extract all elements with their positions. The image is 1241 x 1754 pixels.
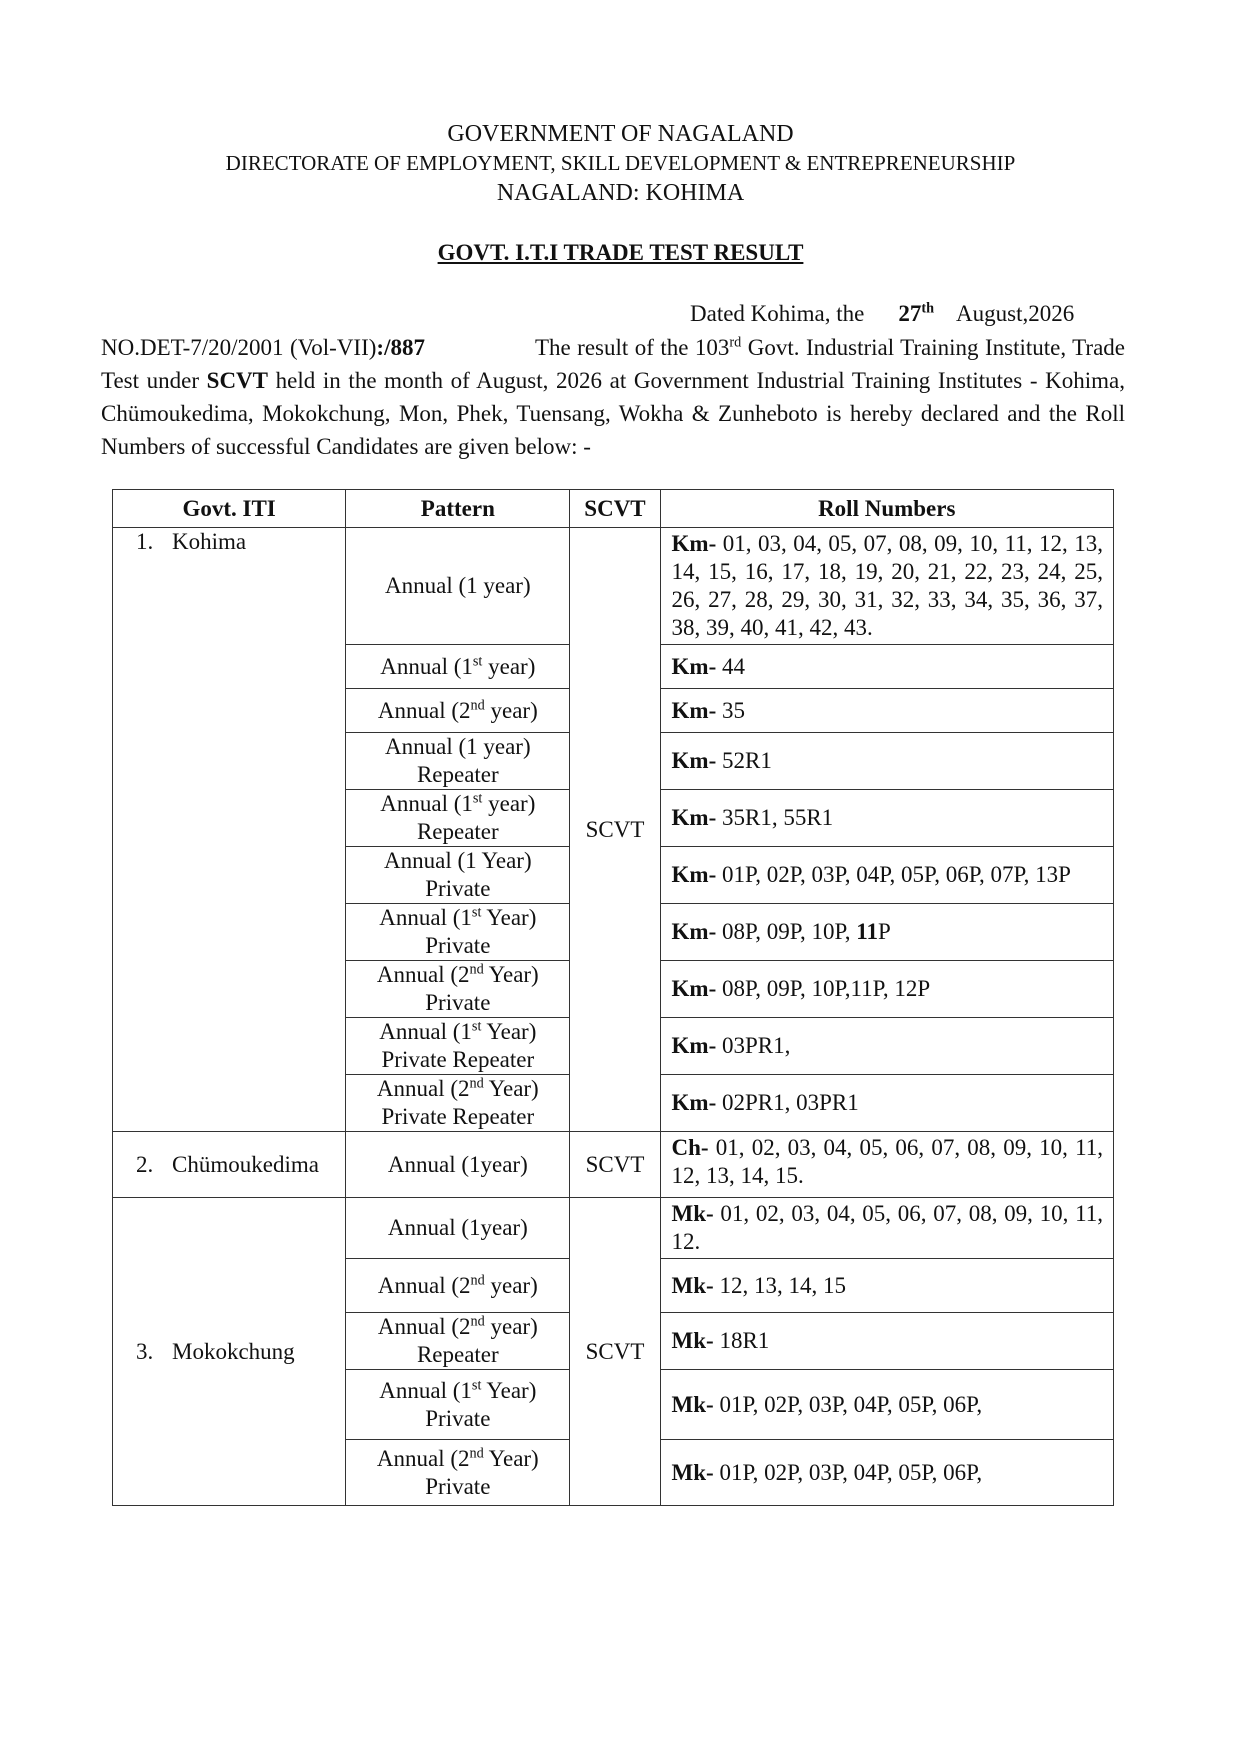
pattern-line-1: Annual (2nd year) xyxy=(377,1271,538,1298)
pattern-line-2: Private xyxy=(425,933,491,958)
pattern-line-2: Private xyxy=(425,990,491,1015)
roll-numbers-cell xyxy=(660,1370,1113,1440)
roll-prefix: Mk- xyxy=(671,1459,714,1485)
roll-numbers-cell xyxy=(660,528,1113,645)
roll-bold: 11 xyxy=(856,919,878,944)
header-govt-iti: Govt. ITI xyxy=(113,490,346,528)
results-body xyxy=(113,528,1114,1506)
iti-name-cell xyxy=(113,1198,346,1506)
pattern-cell xyxy=(346,689,570,733)
pattern-line-1: Annual (1year) xyxy=(387,1151,528,1177)
dated-line xyxy=(690,301,1074,327)
document-title: GOVT. I.T.I TRADE TEST RESULT xyxy=(437,240,804,265)
table-row xyxy=(113,1198,1114,1259)
dated-day: 27th xyxy=(898,300,935,326)
roll-prefix: Km- xyxy=(671,1033,717,1058)
roll-numbers-cell xyxy=(660,961,1113,1018)
pattern-line-2: Private xyxy=(425,1405,491,1431)
pattern-line-2: Private xyxy=(425,876,491,901)
pattern-cell xyxy=(346,733,570,790)
scvt-cell: SCVT xyxy=(570,1132,660,1198)
roll-list: 01P, 02P, 03P, 04P, 05P, 06P, xyxy=(713,1459,983,1485)
pattern-line-1: Annual (1st Year) xyxy=(379,1018,537,1044)
pattern-line-2: Private Repeater xyxy=(381,1104,535,1129)
roll-list: 01, 02, 03, 04, 05, 06, 07, 08, 09, 10, 11, 12, 13, 14, 15. xyxy=(671,1135,1103,1188)
reference-number: NO.DET-7/20/2001 (Vol-VII):/887 xyxy=(101,335,425,360)
pattern-cell xyxy=(346,1313,570,1370)
pattern-line-2: Private xyxy=(425,1473,491,1499)
header-roll-numbers: Roll Numbers xyxy=(660,490,1113,528)
roll-numbers-cell xyxy=(660,1132,1113,1198)
roll-prefix: Km- xyxy=(671,919,717,944)
notice-scvt: SCVT xyxy=(206,368,269,393)
pattern-line-1: Annual (1 year) xyxy=(385,734,531,759)
pattern-line-1: Annual (1st year) xyxy=(380,790,536,816)
notice-paragraph: NO.DET-7/20/2001 (Vol-VII):/887 The result of the 103rd Govt. Industrial Training Institute, Trade Test under SCVT held in the month of August, 2026 at Government Industrial Training Institutes - Kohima, Chümoukedima, Mokokchung, Mon, Phek, Tuensang, Wokha & Zunheboto is hereby declared and the Roll Numbers of successful Candidates are given below: - xyxy=(101,334,1125,459)
roll-prefix: Mk- xyxy=(671,1201,714,1226)
roll-numbers-cell xyxy=(660,1259,1113,1313)
header-pattern: Pattern xyxy=(346,490,570,528)
roll-list: 08P, 09P, 10P,11P, 12P xyxy=(716,976,931,1001)
notice-text-3: held in the month of August, 2026 at Government Industrial Training Institutes - Kohima, Chümoukedima, Mokokchung, Mon, Phek, Tuensang, Wokha & Zunheboto is hereby declared and the Roll Numbers of successful Candidates are given below: - xyxy=(101,368,1125,459)
table-header-row xyxy=(113,490,1114,528)
header-location: NAGALAND: KOHIMA xyxy=(496,180,745,206)
pattern-cell xyxy=(346,1440,570,1506)
roll-numbers-cell xyxy=(660,1440,1113,1506)
roll-prefix: Km- xyxy=(671,862,717,887)
iti-number: 2. xyxy=(136,1151,154,1177)
roll-list: 35 xyxy=(716,697,745,723)
roll-list: 03PR1, xyxy=(716,1033,791,1058)
pattern-line-2: Repeater xyxy=(416,819,499,844)
roll-prefix: Km- xyxy=(671,1090,717,1115)
iti-name: Mokokchung xyxy=(172,1338,295,1364)
pattern-line-2: Repeater xyxy=(416,762,499,787)
iti-name: Chümoukedima xyxy=(172,1151,319,1177)
roll-list: 12, 13, 14, 15 xyxy=(713,1272,846,1298)
pattern-cell xyxy=(346,904,570,961)
roll-numbers-cell xyxy=(660,1075,1113,1132)
roll-list: 08P, 09P, 10P, xyxy=(716,919,857,944)
pattern-line-1: Annual (2nd year) xyxy=(377,696,538,723)
roll-numbers-cell xyxy=(660,1018,1113,1075)
roll-prefix: Km- xyxy=(671,805,717,830)
header-directorate: DIRECTORATE OF EMPLOYMENT, SKILL DEVELOPMENT & ENTREPRENEURSHIP xyxy=(225,151,1016,175)
roll-prefix: Mk- xyxy=(671,1272,714,1298)
pattern-line-2: Private Repeater xyxy=(381,1047,535,1072)
roll-list: 01, 02, 03, 04, 05, 06, 07, 08, 09, 10, 11, 12. xyxy=(671,1201,1103,1254)
roll-numbers-cell xyxy=(660,1198,1113,1259)
pattern-line-1: Annual (2nd Year) xyxy=(376,1444,539,1471)
pattern-line-1: Annual (1st Year) xyxy=(379,1376,537,1403)
pattern-cell xyxy=(346,645,570,689)
pattern-cell xyxy=(346,961,570,1018)
dated-prefix: Dated Kohima, the xyxy=(690,301,865,326)
roll-tail: P xyxy=(877,919,891,944)
pattern-cell xyxy=(346,790,570,847)
roll-prefix: Km- xyxy=(671,976,717,1001)
roll-numbers-cell xyxy=(660,904,1113,961)
pattern-cell xyxy=(346,1370,570,1440)
roll-prefix: Mk- xyxy=(671,1391,714,1417)
roll-list: 01P, 02P, 03P, 04P, 05P, 06P, xyxy=(713,1391,983,1417)
pattern-line-1: Annual (2nd year) xyxy=(377,1313,538,1339)
roll-prefix: Ch- xyxy=(671,1135,709,1160)
pattern-line-1: Annual (1 Year) xyxy=(384,848,532,873)
pattern-line-1: Annual (2nd Year) xyxy=(376,961,539,987)
roll-list: 01P, 02P, 03P, 04P, 05P, 06P, 07P, 13P xyxy=(716,862,1071,887)
scvt-cell: SCVT xyxy=(570,1198,660,1506)
scvt-cell: SCVT xyxy=(570,528,660,1132)
pattern-line-1: Annual (1year) xyxy=(387,1215,528,1240)
pattern-line-1: Annual (2nd Year) xyxy=(376,1075,539,1101)
pattern-line-1: Annual (1st Year) xyxy=(379,904,537,930)
roll-list: 02PR1, 03PR1 xyxy=(716,1090,859,1115)
roll-list: 01, 03, 04, 05, 07, 08, 09, 10, 11, 12, 13, 14, 15, 16, 17, 18, 19, 20, 21, 22, 23, 24, 25, 26, 27, 28, 29, 30, 31, 32, 33, 34, 35, 36, 37, 38, 39, 40, 41, 42, 43. xyxy=(671,531,1103,640)
roll-prefix: Mk- xyxy=(671,1328,714,1353)
pattern-line-1: Annual (1st year) xyxy=(380,652,536,679)
roll-prefix: Km- xyxy=(671,697,717,723)
roll-prefix: Km- xyxy=(671,531,717,556)
roll-list: 35R1, 55R1 xyxy=(716,805,834,830)
notice-text-2: Govt. Industrial Training Institute, Trade Test under xyxy=(101,335,1125,393)
iti-number: 1. xyxy=(136,529,154,554)
iti-name-cell xyxy=(113,1132,346,1198)
roll-numbers-cell xyxy=(660,790,1113,847)
roll-prefix: Km- xyxy=(671,653,717,679)
pattern-cell xyxy=(346,528,570,645)
iti-number: 3. xyxy=(136,1338,154,1364)
header-scvt: SCVT xyxy=(570,490,660,528)
roll-prefix: Km- xyxy=(671,748,717,773)
table-row xyxy=(113,1132,1114,1198)
iti-name: Kohima xyxy=(172,529,247,554)
roll-numbers-cell xyxy=(660,733,1113,790)
table-row xyxy=(113,528,1114,645)
header-government: GOVERNMENT OF NAGALAND xyxy=(447,121,794,147)
roll-numbers-cell xyxy=(660,689,1113,733)
notice-text-1: The result of the 103 xyxy=(534,335,730,360)
roll-list: 52R1 xyxy=(716,748,772,773)
pattern-cell xyxy=(346,1132,570,1198)
roll-numbers-cell xyxy=(660,645,1113,689)
results-table xyxy=(112,489,1114,1506)
roll-list: 18R1 xyxy=(713,1328,770,1353)
dated-month-year: August,2026 xyxy=(956,301,1075,326)
roll-numbers-cell xyxy=(660,847,1113,904)
pattern-cell xyxy=(346,1075,570,1132)
pattern-line-2: Repeater xyxy=(416,1342,499,1367)
pattern-cell xyxy=(346,847,570,904)
pattern-cell xyxy=(346,1259,570,1313)
iti-name-cell xyxy=(113,528,346,1132)
pattern-line-1: Annual (1 year) xyxy=(385,573,531,598)
pattern-cell xyxy=(346,1198,570,1259)
roll-list: 44 xyxy=(716,653,745,679)
pattern-cell xyxy=(346,1018,570,1075)
roll-numbers-cell xyxy=(660,1313,1113,1370)
